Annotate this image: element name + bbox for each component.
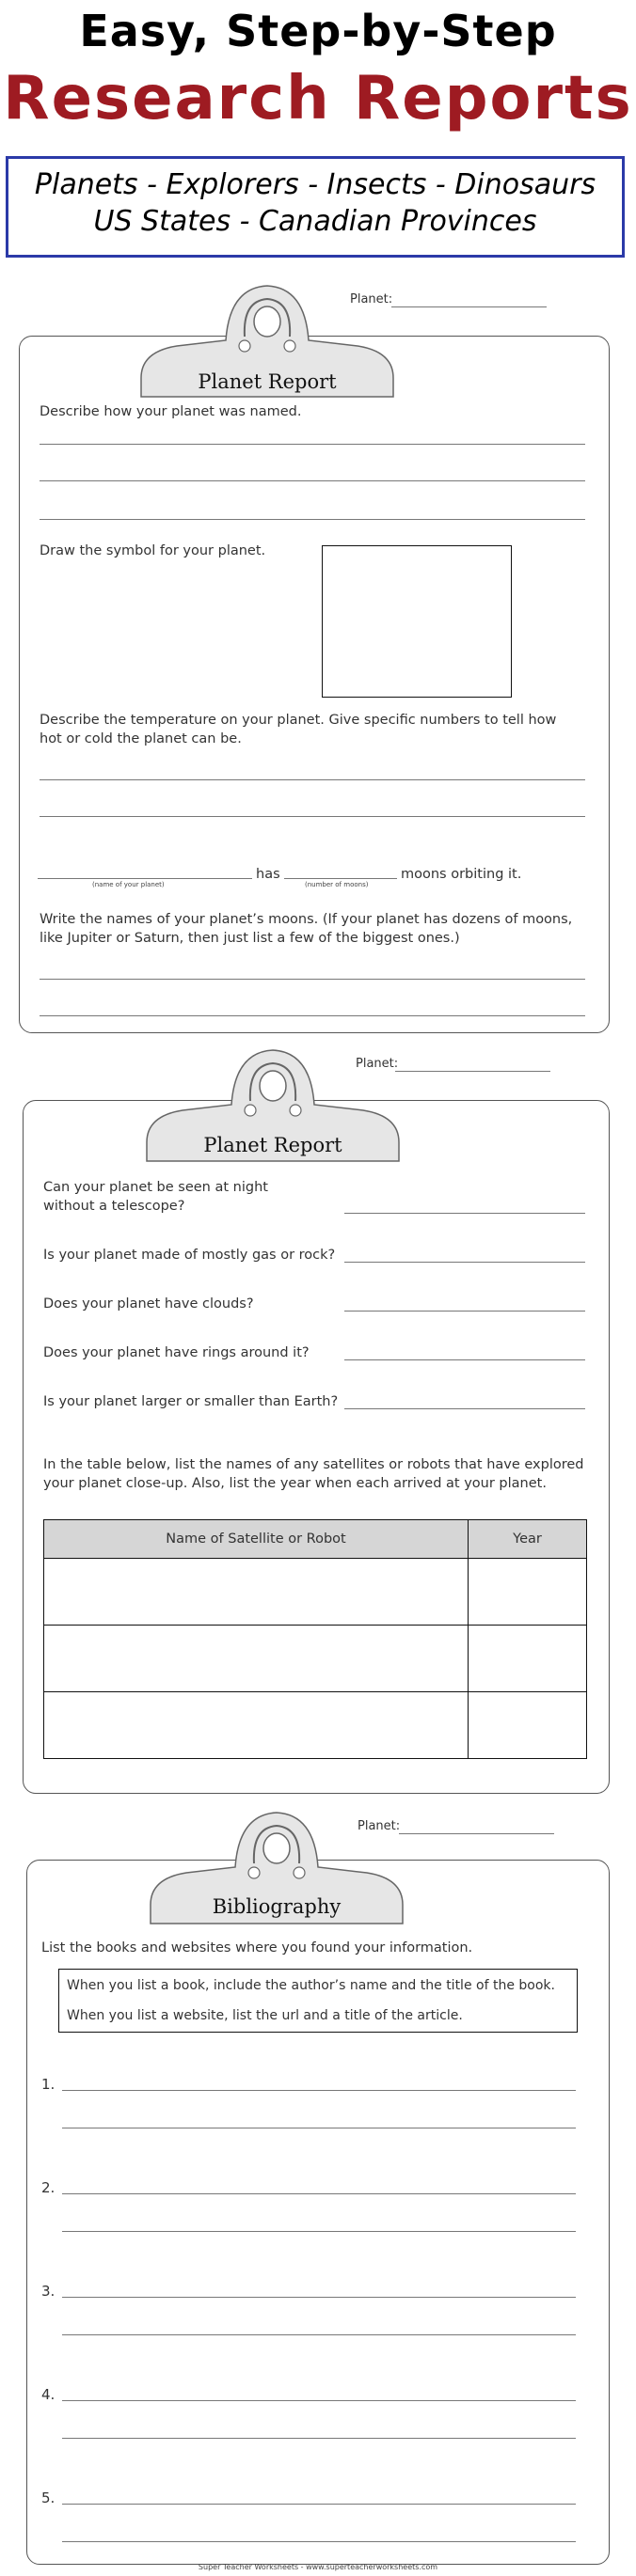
page-title: Planet Report [198,370,337,393]
planet-name-caption: (name of your planet) [92,881,165,888]
planet-label: Planet: [358,1819,401,1833]
answer-line[interactable] [344,1408,585,1409]
question-visible-line1: Can your planet be seen at night [43,1180,268,1195]
planet-name-blank[interactable] [38,878,252,879]
topics-line1: Planets - Explorers - Insects - Dinosaurs [34,168,596,201]
question-rings: Does your planet have rings around it? [43,1345,310,1360]
satellite-name-cell[interactable] [44,1626,469,1692]
entry-line[interactable] [62,2438,576,2439]
website-instruction: When you list a website, list the url and a title of the article. [67,2008,463,2023]
page-title: Bibliography [212,1895,342,1918]
worksheet-heading-line2: Research Reports [3,64,633,134]
entry-number: 4. [41,2386,56,2403]
planet-name-line[interactable] [399,1833,554,1834]
entry-number: 1. [41,2076,56,2093]
answer-line[interactable] [40,519,585,520]
moons-orbiting-text: moons orbiting it. [401,867,522,882]
table-row [44,1626,587,1692]
question-temperature-line2: hot or cold the planet can be. [40,731,242,746]
table-intro-line1: In the table below, list the names of any satellites or robots that have explored [43,1457,584,1472]
planet-label: Planet: [356,1057,399,1071]
entry-line[interactable] [62,2400,576,2401]
question-visible-line2: without a telescope? [43,1199,185,1214]
answer-line[interactable] [40,779,585,780]
bibliography-intro: List the books and websites where you found your information. [41,1940,473,1956]
entry-line[interactable] [62,2090,576,2091]
column-header-year: Year [469,1520,587,1559]
year-cell[interactable] [469,1559,587,1626]
planet-name-line[interactable] [391,306,547,307]
question-moons-line2: like Jupiter or Saturn, then just list a few of the biggest ones.) [40,931,460,946]
moon-count-blank[interactable] [284,878,397,879]
answer-line[interactable] [344,1262,585,1263]
answer-line[interactable] [40,816,585,817]
entry-line[interactable] [62,2231,576,2232]
answer-line[interactable] [40,480,585,481]
answer-line[interactable] [40,1015,585,1016]
table-row [44,1692,587,1759]
satellite-name-cell[interactable] [44,1559,469,1626]
year-cell[interactable] [469,1626,587,1692]
footer-credit: Super Teacher Worksheets - www.superteacherworksheets.com [198,2563,438,2571]
satellite-name-cell[interactable] [44,1692,469,1759]
entry-line[interactable] [62,2193,576,2194]
entry-number: 2. [41,2179,56,2196]
answer-line[interactable] [40,979,585,980]
question-moons-line1: Write the names of your planet’s moons. (If your planet has dozens of moons, [40,912,573,927]
year-cell[interactable] [469,1692,587,1759]
entry-line[interactable] [62,2504,576,2505]
table-header-row [44,1520,587,1559]
question-symbol: Draw the symbol for your planet. [40,543,266,558]
worksheet-heading-line1: Easy, Step-by-Step [79,6,557,56]
answer-line[interactable] [40,444,585,445]
topics-box [6,156,625,258]
satellite-table [43,1519,587,1759]
moon-count-caption: (number of moons) [305,881,369,888]
book-instruction: When you list a book, include the author’s name and the title of the book. [67,1978,555,1993]
column-header-name: Name of Satellite or Robot [44,1520,469,1559]
topics-line2: US States - Canadian Provinces [93,205,537,238]
entry-number: 5. [41,2490,56,2506]
answer-line[interactable] [344,1359,585,1360]
question-size: Is your planet larger or smaller than Earth? [43,1394,339,1409]
entry-line[interactable] [62,2541,576,2542]
table-row [44,1559,587,1626]
citation-instructions-box [58,1969,578,2033]
page-title: Planet Report [203,1134,342,1156]
question-named: Describe how your planet was named. [40,404,302,419]
planet-name-line[interactable] [395,1071,550,1072]
entry-line[interactable] [62,2297,576,2298]
question-clouds: Does your planet have clouds? [43,1296,254,1312]
has-text: has [256,867,280,882]
entry-number: 3. [41,2283,56,2300]
table-intro-line2: your planet close-up. Also, list the year when each arrived at your planet. [43,1476,547,1491]
symbol-drawing-box[interactable] [322,545,512,698]
question-temperature-line1: Describe the temperature on your planet. Give specific numbers to tell how [40,713,557,728]
bibliography-page [26,1860,610,2565]
planet-label: Planet: [350,292,393,306]
answer-line[interactable] [344,1311,585,1312]
entry-line[interactable] [62,2334,576,2335]
answer-line[interactable] [344,1213,585,1214]
question-gas-or-rock: Is your planet made of mostly gas or rock? [43,1248,336,1263]
